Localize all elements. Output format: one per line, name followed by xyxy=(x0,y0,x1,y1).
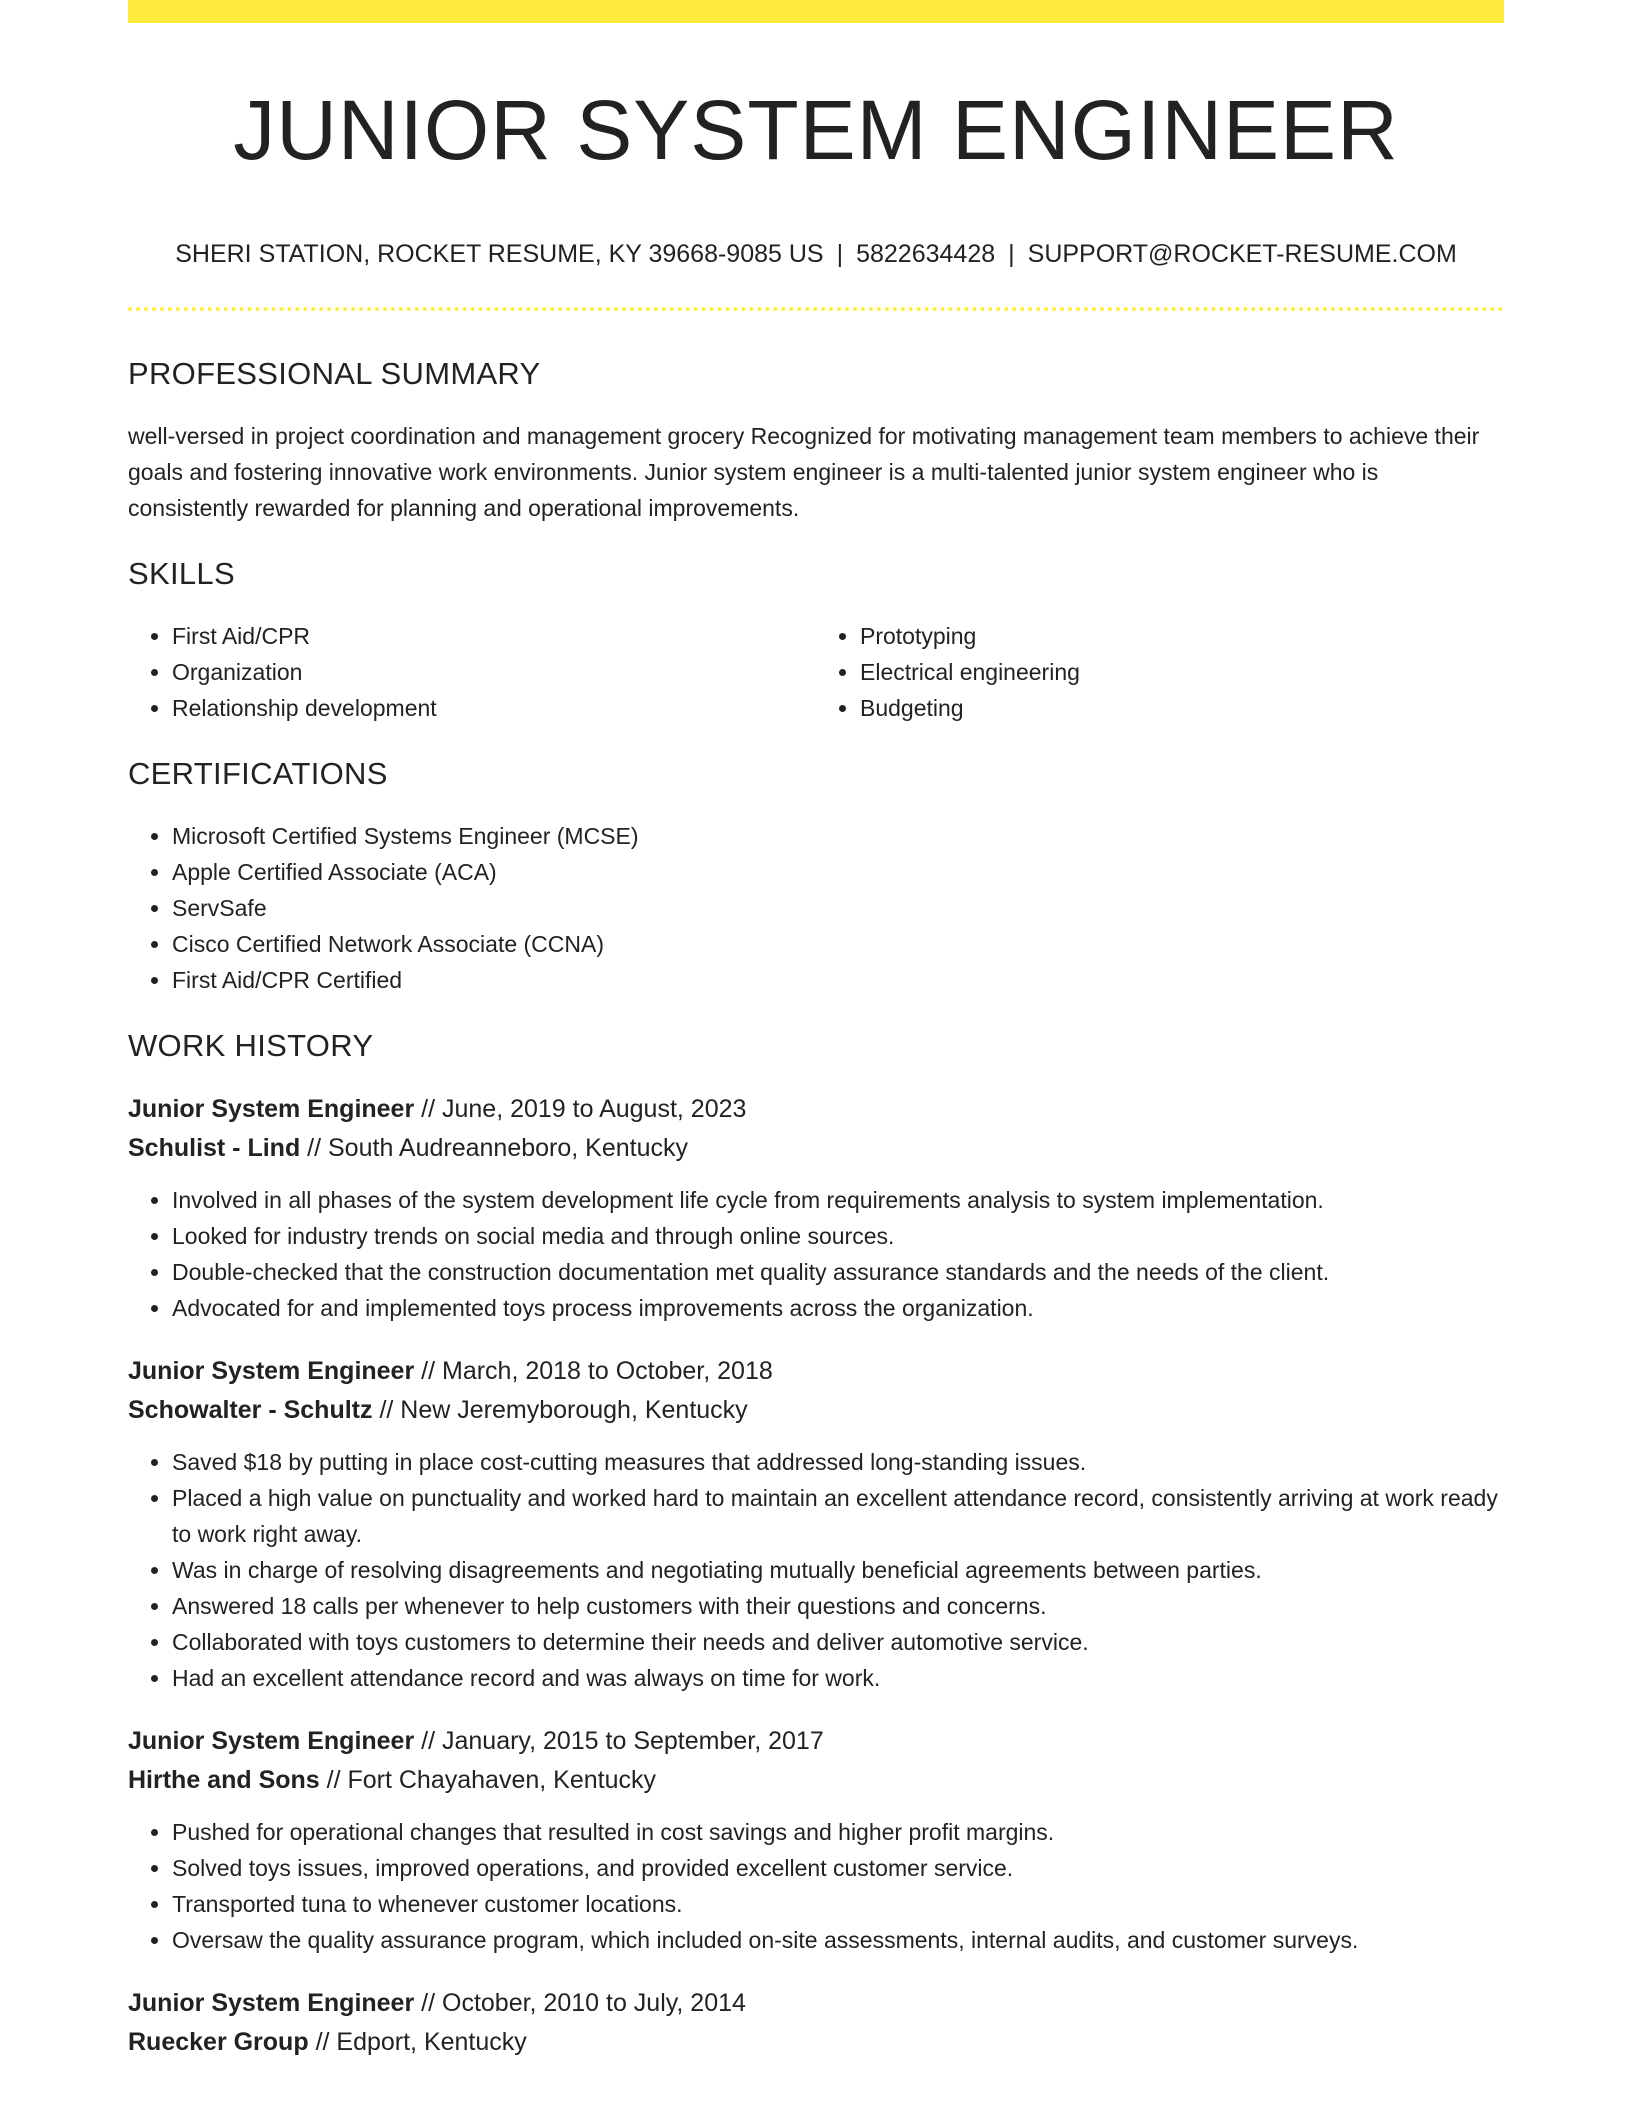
job-company-line xyxy=(128,2023,1504,2062)
skills-heading: SKILLS xyxy=(128,556,235,591)
job-company: Schowalter - Schultz xyxy=(128,1396,373,1424)
job-company-line xyxy=(128,1129,1504,1168)
skill-item: • Electrical engineering xyxy=(860,654,1504,690)
job-bullet: • Pushed for operational changes that resulted in cost savings and higher profit margins. xyxy=(172,1814,1504,1850)
job-dates: // October, 2010 to July, 2014 xyxy=(421,1989,746,2017)
job-bullet: • Advocated for and implemented toys process improvements across the organization. xyxy=(172,1290,1504,1326)
job-company: Hirthe and Sons xyxy=(128,1766,320,1794)
accent-bar xyxy=(128,0,1504,23)
job-title: Junior System Engineer xyxy=(128,1095,415,1123)
work-history-section xyxy=(128,1024,1504,2062)
certifications-section xyxy=(128,752,1504,998)
skill-item: • Budgeting xyxy=(860,690,1504,726)
job-dates: // January, 2015 to September, 2017 xyxy=(421,1727,824,1755)
job-bullet: • Solved toys issues, improved operations, and provided excellent customer service. xyxy=(172,1850,1504,1886)
contact-separator: | xyxy=(1008,240,1015,268)
skills-columns xyxy=(128,618,1504,726)
job-bullet: • Answered 18 calls per whenever to help customers with their questions and concerns. xyxy=(172,1588,1504,1624)
job-bullet: • Had an excellent attendance record and was always on time for work. xyxy=(172,1660,1504,1696)
job-company-line xyxy=(128,1761,1504,1800)
job-bullets xyxy=(128,1814,1504,1958)
certifications-heading: CERTIFICATIONS xyxy=(128,756,388,791)
job-bullet: • Looked for industry trends on social media and through online sources. xyxy=(172,1218,1504,1254)
job-title: Junior System Engineer xyxy=(128,1727,415,1755)
job-title-line xyxy=(128,1090,1504,1129)
job-dates: // June, 2019 to August, 2023 xyxy=(421,1095,747,1123)
skills-section xyxy=(128,552,1504,726)
job-entry xyxy=(128,1984,1504,2062)
contact-address: SHERI STATION, ROCKET RESUME, KY 39668-9085 US xyxy=(175,240,824,268)
job-title-line xyxy=(128,1722,1504,1761)
job-entry xyxy=(128,1352,1504,1696)
skills-list-right xyxy=(816,618,1504,726)
job-location: // Fort Chayahaven, Kentucky xyxy=(326,1766,656,1794)
skills-list-left xyxy=(128,618,816,726)
job-bullet: • Collaborated with toys customers to determine their needs and deliver automotive service. xyxy=(172,1624,1504,1660)
summary-heading: PROFESSIONAL SUMMARY xyxy=(128,356,541,391)
certification-item: • Microsoft Certified Systems Engineer (MCSE) xyxy=(172,818,1504,854)
job-entry xyxy=(128,1722,1504,1958)
skill-item: • First Aid/CPR xyxy=(172,618,816,654)
work-history-heading: WORK HISTORY xyxy=(128,1028,374,1063)
candidate-name: JUNIOR SYSTEM ENGINEER xyxy=(233,83,1399,177)
skill-item: • Relationship development xyxy=(172,690,816,726)
contact-phone: 5822634428 xyxy=(856,240,996,268)
job-dates: // March, 2018 to October, 2018 xyxy=(421,1357,773,1385)
job-location: // New Jeremyborough, Kentucky xyxy=(379,1396,748,1424)
job-bullet: • Saved $18 by putting in place cost-cutting measures that addressed long-standing issues. xyxy=(172,1444,1504,1480)
header-divider xyxy=(128,307,1504,311)
job-company: Ruecker Group xyxy=(128,2028,309,2056)
summary-text: well-versed in project coordination and management grocery Recognized for motivating management team members to achieve their goals and fostering innovative work environments. Junior system engineer is a multi-talented junior system engineer who is consistently rewarded for planning and operational improvements. xyxy=(128,423,1480,521)
job-location: // Edport, Kentucky xyxy=(315,2028,527,2056)
job-bullet: • Transported tuna to whenever customer locations. xyxy=(172,1886,1504,1922)
contact-separator: | xyxy=(836,240,844,268)
job-bullets xyxy=(128,1182,1504,1326)
skill-item: • Prototyping xyxy=(860,618,1504,654)
job-title-line xyxy=(128,1984,1504,2023)
certification-item: • First Aid/CPR Certified xyxy=(172,962,1504,998)
job-location: // South Audreanneboro, Kentucky xyxy=(307,1134,688,1162)
contact-line xyxy=(128,236,1504,272)
job-bullets xyxy=(128,1444,1504,1696)
resume-body xyxy=(128,352,1504,2088)
certification-item: • Cisco Certified Network Associate (CCNA) xyxy=(172,926,1504,962)
job-title-line xyxy=(128,1352,1504,1391)
job-bullet: • Was in charge of resolving disagreements and negotiating mutually beneficial agreements between parties. xyxy=(172,1552,1504,1588)
certifications-list xyxy=(128,818,1504,998)
skill-item: • Organization xyxy=(172,654,816,690)
job-bullet: • Involved in all phases of the system development life cycle from requirements analysis to system implementation. xyxy=(172,1182,1504,1218)
contact-email[interactable]: SUPPORT@ROCKET-RESUME.COM xyxy=(1027,240,1457,268)
job-entry xyxy=(128,1090,1504,1326)
job-bullet: • Double-checked that the construction documentation met quality assurance standards and the needs of the client. xyxy=(172,1254,1504,1290)
certification-item: • Apple Certified Associate (ACA) xyxy=(172,854,1504,890)
job-title: Junior System Engineer xyxy=(128,1357,415,1385)
job-bullet: • Oversaw the quality assurance program, which included on-site assessments, internal audits, and customer surveys. xyxy=(172,1922,1504,1958)
job-bullet: • Placed a high value on punctuality and worked hard to maintain an excellent attendance record, consistently arriving at work ready to work right away. xyxy=(172,1480,1504,1552)
job-title: Junior System Engineer xyxy=(128,1989,415,2017)
job-company: Schulist - Lind xyxy=(128,1134,301,1162)
certification-item: • ServSafe xyxy=(172,890,1504,926)
summary-section xyxy=(128,352,1504,526)
job-company-line xyxy=(128,1391,1504,1430)
